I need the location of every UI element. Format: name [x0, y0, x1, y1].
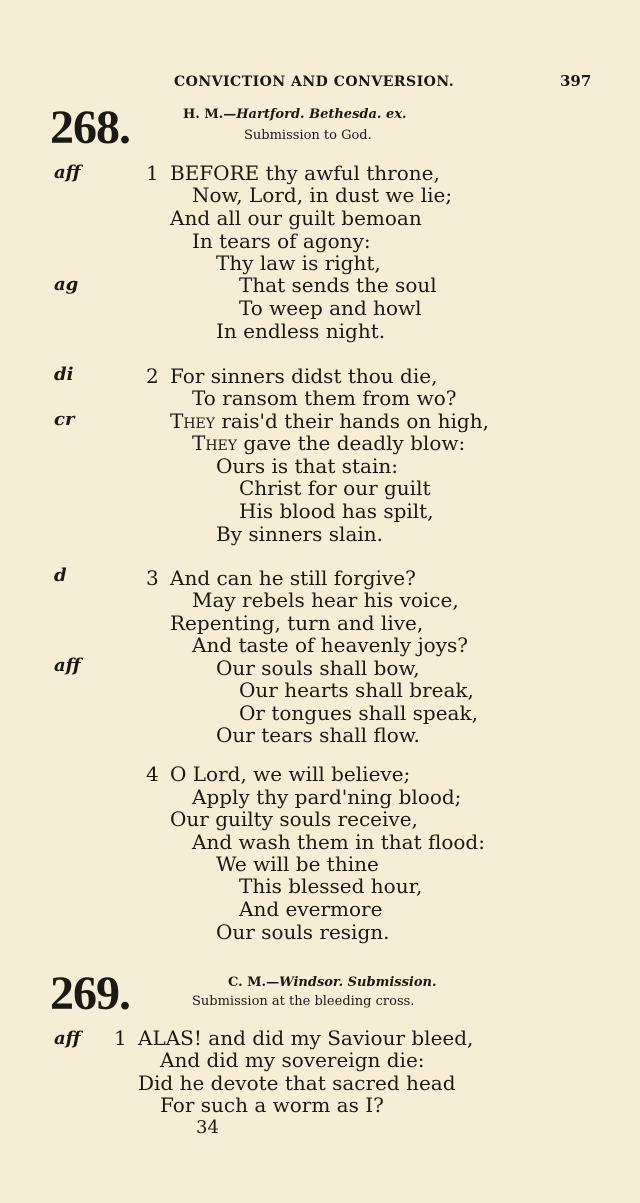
stanza-number: 3	[146, 566, 159, 590]
verse-line: ALAS! and did my Saviour bleed,	[138, 1026, 474, 1050]
verse-line: And wash them in that flood:	[192, 830, 485, 854]
dynamic-mark: aff	[54, 655, 81, 676]
verse-line: BEFORE thy awful throne,	[170, 161, 440, 185]
verse-line: Now, Lord, in dust we lie;	[192, 183, 453, 207]
dynamic-mark: ag	[54, 274, 79, 295]
dynamic-mark: aff	[54, 1028, 81, 1049]
verse-line: And evermore	[239, 897, 383, 921]
verse-line: Did he devote that sacred head	[138, 1071, 456, 1095]
verse-line: In endless night.	[216, 319, 386, 343]
stanza-number: 1	[114, 1026, 127, 1050]
verse-line: For sinners didst thou die,	[170, 364, 438, 388]
verse-line: And all our guilt bemoan	[170, 206, 422, 230]
dynamic-mark: di	[54, 364, 74, 385]
signature-mark: 34	[196, 1117, 219, 1138]
verse-line: To ransom them from wo?	[192, 386, 457, 410]
dynamic-mark: cr	[54, 409, 75, 430]
hymn-269-subtitle: Submission at the bleeding cross.	[192, 994, 415, 1009]
verse-line: May rebels hear his voice,	[192, 588, 459, 612]
hymn-268-meter	[183, 107, 407, 122]
stanza-number: 2	[146, 364, 159, 388]
verse-line: Our tears shall flow.	[216, 723, 420, 747]
verse-line: For such a worm as I?	[160, 1093, 384, 1117]
hymn-268-subtitle: Submission to God.	[244, 128, 372, 143]
tune-names: Hartford. Bethesda. ex.	[236, 107, 407, 122]
hymn-number-268: 268.	[50, 101, 130, 154]
hymn-269-meter	[228, 975, 437, 990]
page-number: 397	[560, 72, 592, 90]
verse-line: And can he still forgive?	[170, 566, 416, 590]
verse-line: Our guilty souls receive,	[170, 807, 418, 831]
dynamic-mark: d	[54, 565, 67, 586]
small-caps-word: They	[170, 409, 216, 433]
verse-text: gave the deadly blow:	[243, 431, 466, 455]
running-head: CONVICTION AND CONVERSION.	[174, 74, 455, 90]
dynamic-mark: aff	[54, 162, 81, 183]
stanza-number: 1	[146, 161, 159, 185]
verse-line: Ours is that stain:	[216, 454, 398, 478]
verse-line: O Lord, we will believe;	[170, 762, 411, 786]
verse-line: His blood has spilt,	[239, 499, 434, 523]
hymn-number-269: 269.	[50, 967, 130, 1020]
verse-line: And did my sovereign die:	[160, 1048, 425, 1072]
stanza-number: 4	[146, 762, 159, 786]
verse-line: Our souls resign.	[216, 920, 390, 944]
verse-line: This blessed hour,	[239, 874, 423, 898]
tune-names: Windsor. Submission.	[279, 975, 437, 990]
verse-line: In tears of agony:	[192, 229, 371, 253]
verse-line: By sinners slain.	[216, 522, 384, 546]
verse-line: To weep and howl	[239, 296, 422, 320]
meter-label: C. M.—	[228, 975, 280, 990]
verse-line: Our souls shall bow,	[216, 656, 420, 680]
verse-line: And taste of heavenly joys?	[192, 633, 468, 657]
verse-line: That sends the soul	[239, 273, 437, 297]
verse-line: Repenting, turn and live,	[170, 611, 424, 635]
verse-line	[192, 431, 465, 455]
verse-line	[170, 409, 489, 433]
small-caps-word: They	[192, 431, 238, 455]
verse-line: Apply thy pard'ning blood;	[192, 785, 462, 809]
verse-line: Or tongues shall speak,	[239, 701, 478, 725]
verse-line: We will be thine	[216, 852, 379, 876]
verse-text: rais'd their hands on high,	[221, 409, 489, 433]
verse-line: Christ for our guilt	[239, 476, 431, 500]
verse-line: Thy law is right,	[216, 251, 381, 275]
meter-label: H. M.—	[183, 107, 237, 122]
verse-line: Our hearts shall break,	[239, 678, 474, 702]
